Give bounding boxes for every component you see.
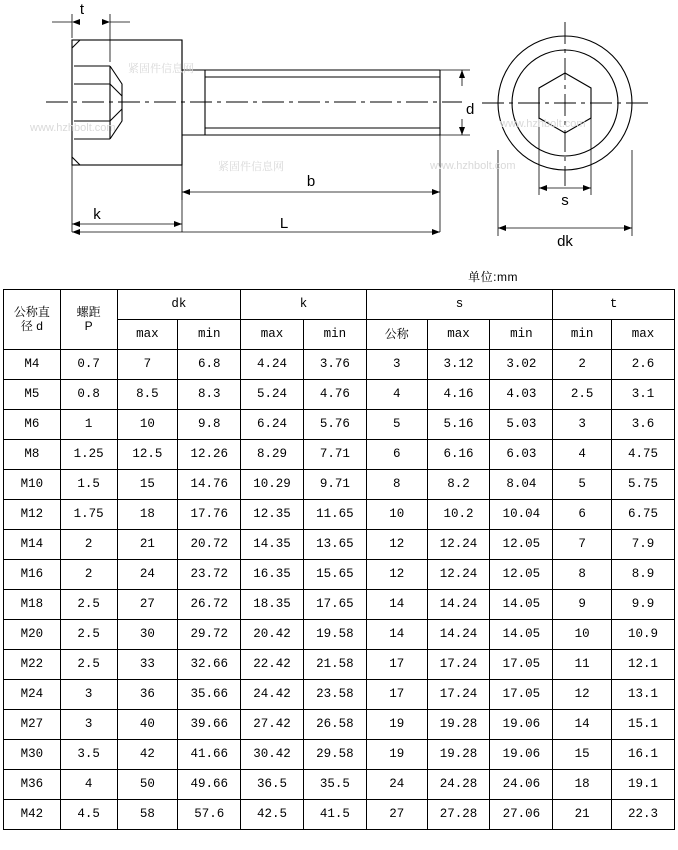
table-cell: 6 — [366, 440, 427, 470]
table-cell: 4 — [366, 380, 427, 410]
table-row — [4, 470, 675, 500]
label-b: b — [306, 173, 316, 190]
table-cell: 4.5 — [60, 800, 117, 830]
table-cell: 3.76 — [303, 350, 366, 380]
table-cell: 12 — [366, 560, 427, 590]
table-row — [4, 530, 675, 560]
table-cell: 29.58 — [303, 740, 366, 770]
table-cell: 3 — [60, 680, 117, 710]
table-cell: 9 — [553, 590, 612, 620]
table-cell: 12.1 — [612, 650, 675, 680]
table-cell: 8.2 — [427, 470, 490, 500]
table-cell: 17.05 — [490, 680, 553, 710]
table-cell: 19.06 — [490, 740, 553, 770]
table-cell: 12.24 — [427, 560, 490, 590]
subheader-s-nominal: 公称 — [366, 320, 427, 350]
table-cell: 23.72 — [178, 560, 241, 590]
cell-size: M20 — [4, 620, 61, 650]
table-cell: 22.42 — [241, 650, 304, 680]
table-cell: 10.2 — [427, 500, 490, 530]
table-cell: 10 — [117, 410, 178, 440]
table-row — [4, 740, 675, 770]
table-cell: 4.03 — [490, 380, 553, 410]
cell-size: M27 — [4, 710, 61, 740]
label-t: t — [79, 1, 85, 18]
table-cell: 8.5 — [117, 380, 178, 410]
table-cell: 8.04 — [490, 470, 553, 500]
cell-size: M22 — [4, 650, 61, 680]
table-cell: 19.28 — [427, 740, 490, 770]
table-cell: 57.6 — [178, 800, 241, 830]
table-cell: 10 — [366, 500, 427, 530]
table-cell: 17.24 — [427, 650, 490, 680]
cell-size: M24 — [4, 680, 61, 710]
subheader-s-max: max — [427, 320, 490, 350]
table-cell: 14.24 — [427, 620, 490, 650]
table-cell: 8.29 — [241, 440, 304, 470]
table-cell: 19.28 — [427, 710, 490, 740]
label-d: d — [466, 101, 475, 118]
table-cell: 8.9 — [612, 560, 675, 590]
table-row — [4, 710, 675, 740]
table-cell: 9.71 — [303, 470, 366, 500]
table-cell: 11.65 — [303, 500, 366, 530]
table-cell: 35.66 — [178, 680, 241, 710]
table-row — [4, 770, 675, 800]
header-dk: dk — [117, 290, 241, 320]
table-cell: 3 — [60, 710, 117, 740]
subheader-k-min: min — [303, 320, 366, 350]
table-cell: 4 — [553, 440, 612, 470]
table-cell: 9.9 — [612, 590, 675, 620]
cell-size: M5 — [4, 380, 61, 410]
cell-size: M18 — [4, 590, 61, 620]
subheader-t-max: max — [612, 320, 675, 350]
table-cell: 19.58 — [303, 620, 366, 650]
header-nominal-diameter-line2: 径 d — [20, 318, 43, 333]
table-cell: 13.65 — [303, 530, 366, 560]
cell-size: M36 — [4, 770, 61, 800]
table-cell: 3 — [366, 350, 427, 380]
table-cell: 5.76 — [303, 410, 366, 440]
table-cell: 5 — [553, 470, 612, 500]
header-pitch-line1: 螺距 — [76, 304, 101, 319]
watermark: www.hzhbolt.com — [30, 122, 116, 134]
table-cell: 42 — [117, 740, 178, 770]
table-cell: 15.65 — [303, 560, 366, 590]
table-cell: 16.1 — [612, 740, 675, 770]
table-cell: 4.16 — [427, 380, 490, 410]
table-cell: 7 — [117, 350, 178, 380]
table-cell: 10 — [553, 620, 612, 650]
label-L: L — [279, 215, 289, 232]
table-cell: 12.35 — [241, 500, 304, 530]
table-cell: 3.1 — [612, 380, 675, 410]
table-cell: 1.25 — [60, 440, 117, 470]
table-cell: 13.1 — [612, 680, 675, 710]
table-cell: 49.66 — [178, 770, 241, 800]
cell-size: M30 — [4, 740, 61, 770]
table-cell: 6.75 — [612, 500, 675, 530]
table-cell: 7 — [553, 530, 612, 560]
dimension-table-wrapper — [3, 289, 675, 830]
table-cell: 2.6 — [612, 350, 675, 380]
technical-drawing — [0, 0, 678, 290]
table-cell: 6.24 — [241, 410, 304, 440]
table-head — [4, 290, 675, 350]
table-cell: 17.65 — [303, 590, 366, 620]
table-cell: 2.5 — [60, 650, 117, 680]
table-cell: 1 — [60, 410, 117, 440]
table-cell: 8 — [553, 560, 612, 590]
table-cell: 36.5 — [241, 770, 304, 800]
table-cell: 15 — [553, 740, 612, 770]
table-cell: 2 — [60, 560, 117, 590]
dimension-table — [3, 289, 675, 830]
table-cell: 3.12 — [427, 350, 490, 380]
table-row — [4, 650, 675, 680]
table-row — [4, 800, 675, 830]
cell-size: M6 — [4, 410, 61, 440]
table-cell: 14.76 — [178, 470, 241, 500]
table-cell: 12.5 — [117, 440, 178, 470]
table-row — [4, 350, 675, 380]
table-cell: 50 — [117, 770, 178, 800]
table-row — [4, 380, 675, 410]
table-cell: 20.72 — [178, 530, 241, 560]
subheader-t-min: min — [553, 320, 612, 350]
table-cell: 14.05 — [490, 590, 553, 620]
table-cell: 21.58 — [303, 650, 366, 680]
table-body — [4, 350, 675, 830]
table-cell: 21 — [553, 800, 612, 830]
table-cell: 14 — [366, 590, 427, 620]
table-cell: 33 — [117, 650, 178, 680]
table-cell: 41.66 — [178, 740, 241, 770]
table-cell: 29.72 — [178, 620, 241, 650]
table-cell: 14 — [553, 710, 612, 740]
table-cell: 17 — [366, 650, 427, 680]
table-cell: 23.58 — [303, 680, 366, 710]
header-nominal-diameter — [4, 290, 61, 350]
table-cell: 0.7 — [60, 350, 117, 380]
cell-size: M16 — [4, 560, 61, 590]
table-cell: 24.42 — [241, 680, 304, 710]
table-cell: 1.75 — [60, 500, 117, 530]
watermark: 紧固件信息网 — [128, 63, 194, 75]
table-cell: 14.24 — [427, 590, 490, 620]
table-cell: 10.29 — [241, 470, 304, 500]
bolt-drawing-svg — [0, 0, 678, 290]
table-row — [4, 560, 675, 590]
cell-size: M42 — [4, 800, 61, 830]
table-cell: 10.04 — [490, 500, 553, 530]
table-cell: 2 — [60, 530, 117, 560]
table-cell: 4.24 — [241, 350, 304, 380]
table-cell: 21 — [117, 530, 178, 560]
table-cell: 12 — [553, 680, 612, 710]
table-cell: 17.05 — [490, 650, 553, 680]
header-t: t — [553, 290, 675, 320]
table-cell: 1.5 — [60, 470, 117, 500]
table-cell: 27 — [117, 590, 178, 620]
cell-size: M8 — [4, 440, 61, 470]
table-cell: 3.02 — [490, 350, 553, 380]
table-header-group-row — [4, 290, 675, 320]
table-cell: 19.06 — [490, 710, 553, 740]
table-cell: 5 — [366, 410, 427, 440]
header-pitch — [60, 290, 117, 350]
table-cell: 18 — [117, 500, 178, 530]
header-nominal-diameter-line1: 公称直 — [13, 304, 50, 319]
table-cell: 6 — [553, 500, 612, 530]
cell-size: M10 — [4, 470, 61, 500]
table-cell: 15 — [117, 470, 178, 500]
table-cell: 10.9 — [612, 620, 675, 650]
table-cell: 15.1 — [612, 710, 675, 740]
watermark: www.hzhbolt.com — [500, 118, 586, 130]
table-row — [4, 440, 675, 470]
table-cell: 2 — [553, 350, 612, 380]
table-cell: 3 — [553, 410, 612, 440]
table-cell: 58 — [117, 800, 178, 830]
watermark: www.hzhbolt.com — [430, 160, 516, 172]
table-cell: 9.8 — [178, 410, 241, 440]
table-cell: 27.06 — [490, 800, 553, 830]
table-cell: 14.35 — [241, 530, 304, 560]
header-s: s — [366, 290, 552, 320]
table-cell: 8.3 — [178, 380, 241, 410]
header-k: k — [241, 290, 367, 320]
table-cell: 4 — [60, 770, 117, 800]
subheader-s-min: min — [490, 320, 553, 350]
table-cell: 27.42 — [241, 710, 304, 740]
table-cell: 30.42 — [241, 740, 304, 770]
label-dk: dk — [557, 233, 573, 250]
table-cell: 17 — [366, 680, 427, 710]
table-cell: 32.66 — [178, 650, 241, 680]
table-cell: 0.8 — [60, 380, 117, 410]
table-cell: 6.16 — [427, 440, 490, 470]
table-cell: 17.76 — [178, 500, 241, 530]
table-row — [4, 410, 675, 440]
header-pitch-line2: P — [84, 318, 93, 333]
table-cell: 8 — [366, 470, 427, 500]
table-cell: 3.5 — [60, 740, 117, 770]
table-cell: 42.5 — [241, 800, 304, 830]
table-cell: 2.5 — [60, 590, 117, 620]
table-cell: 18 — [553, 770, 612, 800]
table-cell: 19.1 — [612, 770, 675, 800]
table-cell: 2.5 — [553, 380, 612, 410]
table-cell: 6.8 — [178, 350, 241, 380]
watermark: 紧固件信息网 — [218, 161, 284, 173]
table-cell: 12.26 — [178, 440, 241, 470]
table-row — [4, 620, 675, 650]
label-k: k — [93, 206, 101, 223]
table-cell: 18.35 — [241, 590, 304, 620]
subheader-dk-min: min — [178, 320, 241, 350]
table-cell: 4.75 — [612, 440, 675, 470]
table-cell: 12.05 — [490, 560, 553, 590]
table-cell: 36 — [117, 680, 178, 710]
table-cell: 5.24 — [241, 380, 304, 410]
table-row — [4, 500, 675, 530]
table-cell: 2.5 — [60, 620, 117, 650]
unit-note: 单位:mm — [468, 270, 518, 284]
table-cell: 6.03 — [490, 440, 553, 470]
table-cell: 24.06 — [490, 770, 553, 800]
subheader-k-max: max — [241, 320, 304, 350]
table-cell: 16.35 — [241, 560, 304, 590]
table-cell: 19 — [366, 740, 427, 770]
table-cell: 27 — [366, 800, 427, 830]
table-cell: 5.75 — [612, 470, 675, 500]
table-cell: 20.42 — [241, 620, 304, 650]
table-cell: 12 — [366, 530, 427, 560]
table-cell: 5.03 — [490, 410, 553, 440]
table-cell: 14 — [366, 620, 427, 650]
table-cell: 4.76 — [303, 380, 366, 410]
table-cell: 41.5 — [303, 800, 366, 830]
table-cell: 27.28 — [427, 800, 490, 830]
cell-size: M4 — [4, 350, 61, 380]
table-cell: 24.28 — [427, 770, 490, 800]
table-cell: 12.05 — [490, 530, 553, 560]
table-row — [4, 590, 675, 620]
table-cell: 26.72 — [178, 590, 241, 620]
table-cell: 19 — [366, 710, 427, 740]
table-cell: 14.05 — [490, 620, 553, 650]
table-cell: 26.58 — [303, 710, 366, 740]
subheader-dk-max: max — [117, 320, 178, 350]
cell-size: M14 — [4, 530, 61, 560]
table-cell: 22.3 — [612, 800, 675, 830]
table-cell: 17.24 — [427, 680, 490, 710]
table-cell: 3.6 — [612, 410, 675, 440]
table-cell: 30 — [117, 620, 178, 650]
cell-size: M12 — [4, 500, 61, 530]
table-cell: 35.5 — [303, 770, 366, 800]
table-cell: 5.16 — [427, 410, 490, 440]
table-cell: 39.66 — [178, 710, 241, 740]
table-cell: 40 — [117, 710, 178, 740]
table-cell: 7.9 — [612, 530, 675, 560]
table-cell: 7.71 — [303, 440, 366, 470]
table-cell: 24 — [117, 560, 178, 590]
table-cell: 12.24 — [427, 530, 490, 560]
table-cell: 11 — [553, 650, 612, 680]
table-row — [4, 680, 675, 710]
table-cell: 24 — [366, 770, 427, 800]
label-s: s — [561, 192, 569, 209]
